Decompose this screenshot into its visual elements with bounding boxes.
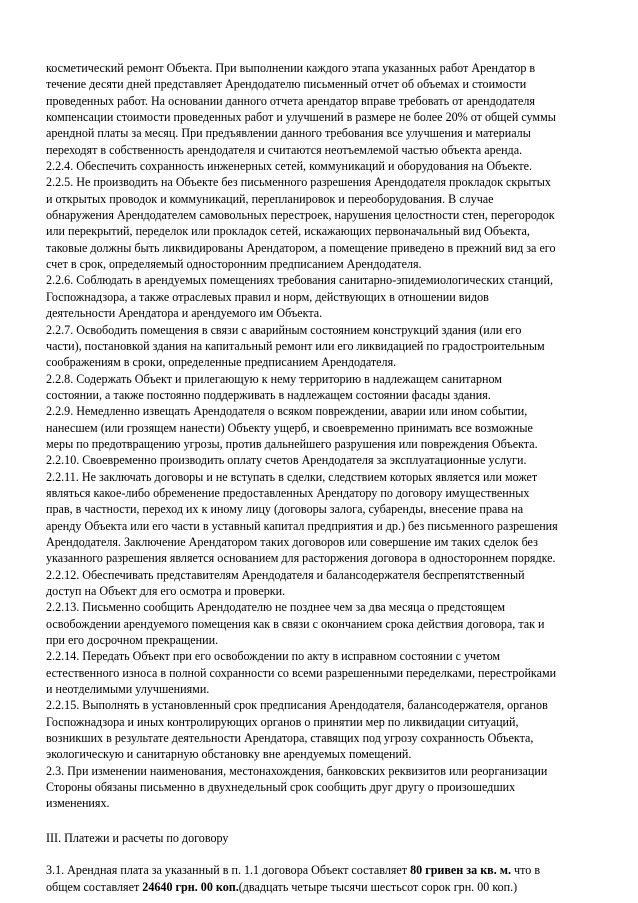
- paragraph-2-2-9: 2.2.9. Немедленно извещать Арендодателя о всяком повреждении, аварии или ином событии, нанесшем (или грозящем нанести) Объекту ущерб, и своевременно принимать все возможные меры по предотвращению угрозы, против дальнейшего разрушения или повреждения Объекта.: [46, 404, 538, 451]
- paragraph-2-3: 2.3. При изменении наименования, местонахождения, банковских реквизитов или реорганизации Стороны обязаны письменно в двухнедельный срок сообщить друг другу о произошедших изменениях.: [46, 763, 548, 811]
- paragraph-2-2-6: 2.2.6. Соблюдать в арендуемых помещениях требования санитарно-эпидемиологических станций, Госпожнадзора, а также отраслевых правил и норм, действующих в отношении видов деятельности Арендатора и арендуемого им Объекта.: [46, 273, 554, 321]
- paragraph-3-1: [46, 862, 606, 895]
- paragraph-2-2-13: 2.2.13. Письменно сообщить Арендодателю не позднее чем за два месяца о предстоящем освобождении арендуемого помещения как в связи с окончанием срока действия договора, так и при его досрочном прекращении.: [46, 600, 545, 648]
- paragraph-2-2-12: 2.2.12. Обеспечивать представителям Арендодателя и балансодержателя беспрепятственный доступ на Объект для его осмотра и проверки.: [46, 567, 525, 598]
- rent-text-3: (двадцать четыре тысячи шестьсот сорок грн. 00 коп.): [238, 879, 518, 894]
- rent-text-2: что в общем составляет: [46, 863, 541, 894]
- paragraph-2-2-7: 2.2.7. Освободить помещения в связи с аварийным состоянием конструкций здания (или его части), постановкой здания на капитальный ремонт или его ликвидацией по градостроительным соображениям в сроки, определенные предписанием Арендодателя.: [46, 322, 545, 370]
- paragraph-repair-report: косметический ремонт Объекта. При выполнении каждого этапа указанных работ Арендатор в течение десяти дней представляет Арендодателю письменный отчет об объемах и стоимости проведенных работ. На основании данного отчета арендатор вправе требовать от арендодателя компенсации стоимости проведенных работ и улучшений в размере не более 20% от общей суммы арендной платы за месяц. При предъявлении данного требования все улучшения и материалы переходят в собственность арендодателя и считаются неотъемлемой частью объекта аренда.: [46, 61, 556, 157]
- rent-text-1: 3.1. Арендная плата за указанный в п. 1.1 договора Объект составляет: [46, 863, 411, 878]
- section-heading: III. Платежи и расчеты по договору: [46, 830, 229, 845]
- spacer: [46, 812, 606, 830]
- paragraph-2-2-14: 2.2.14. Передать Объект при его освобождении по акту в исправном состоянии с учетом естественного износа в полной сохранности со всеми разрешенными переделками, перестройками и неотделимыми улучшениями.: [46, 649, 557, 697]
- paragraph-2-2-11: 2.2.11. Не заключать договоры и не вступать в сделки, следствием которых является или может являться какое-либо обременение предоставленных Арендатору по договору имущественных прав, в частности, переход их к иному лицу (договоры залога, субаренды, внесение права на аренду Объекта или его части в уставный капитал предприятия и др.) без письменного разрешения Арендодателя. Заключение Арендатором таких договоров или совершение им таких сделок без указанного разрешения является основанием для расторжения договора в одностороннем порядке.: [46, 469, 558, 566]
- paragraph-2-2-4: 2.2.4. Обеспечить сохранность инженерных сетей, коммуникаций и оборудования на Объекте.: [46, 159, 532, 174]
- paragraph-2-2-8: 2.2.8. Содержать Объект и прилегающую к нему территорию в надлежащем санитарном состоянии, а также постоянно поддерживать в надлежащем состоянии фасады здания.: [46, 371, 502, 402]
- paragraph-2-2-10: 2.2.10. Своевременно производить оплату счетов Арендодателя за эксплуатационные услуги.: [46, 453, 527, 468]
- spacer: [46, 846, 606, 862]
- document-page: [46, 60, 606, 895]
- rent-total: 24640 грн. 00 коп.: [142, 879, 239, 894]
- paragraph-2-2-15: 2.2.15. Выполнять в установленный срок предписания Арендодателя, балансодержателя, органов Госпожнадзора и иных контролирующих органов о принятии мер по ликвидации ситуаций, возникших в результате деятельности Арендатора, ставящих под угрозу сохранность Объекта, экологическую и санитарную обстановку вне арендуемых помещений.: [46, 698, 548, 762]
- rent-rate: 80 гривен за кв. м.: [410, 863, 512, 878]
- paragraph-2-2-5: 2.2.5. Не производить на Объекте без письменного разрешения Арендодателя прокладок скрытых и открытых проводок и коммуникаций, перепланировок и переоборудования. В случае обнаружения Арендодателем самовольных перестроек, нарушения целостности стен, перегородок или перекрытий, переделок или прокладок сетей, искажающих первоначальный вид Объекта, таковые должны быть ликвидированы Арендатором, а помещение приведено в прежний вид за его счет в срок, определяемый односторонним предписанием Арендодателя.: [46, 175, 556, 272]
